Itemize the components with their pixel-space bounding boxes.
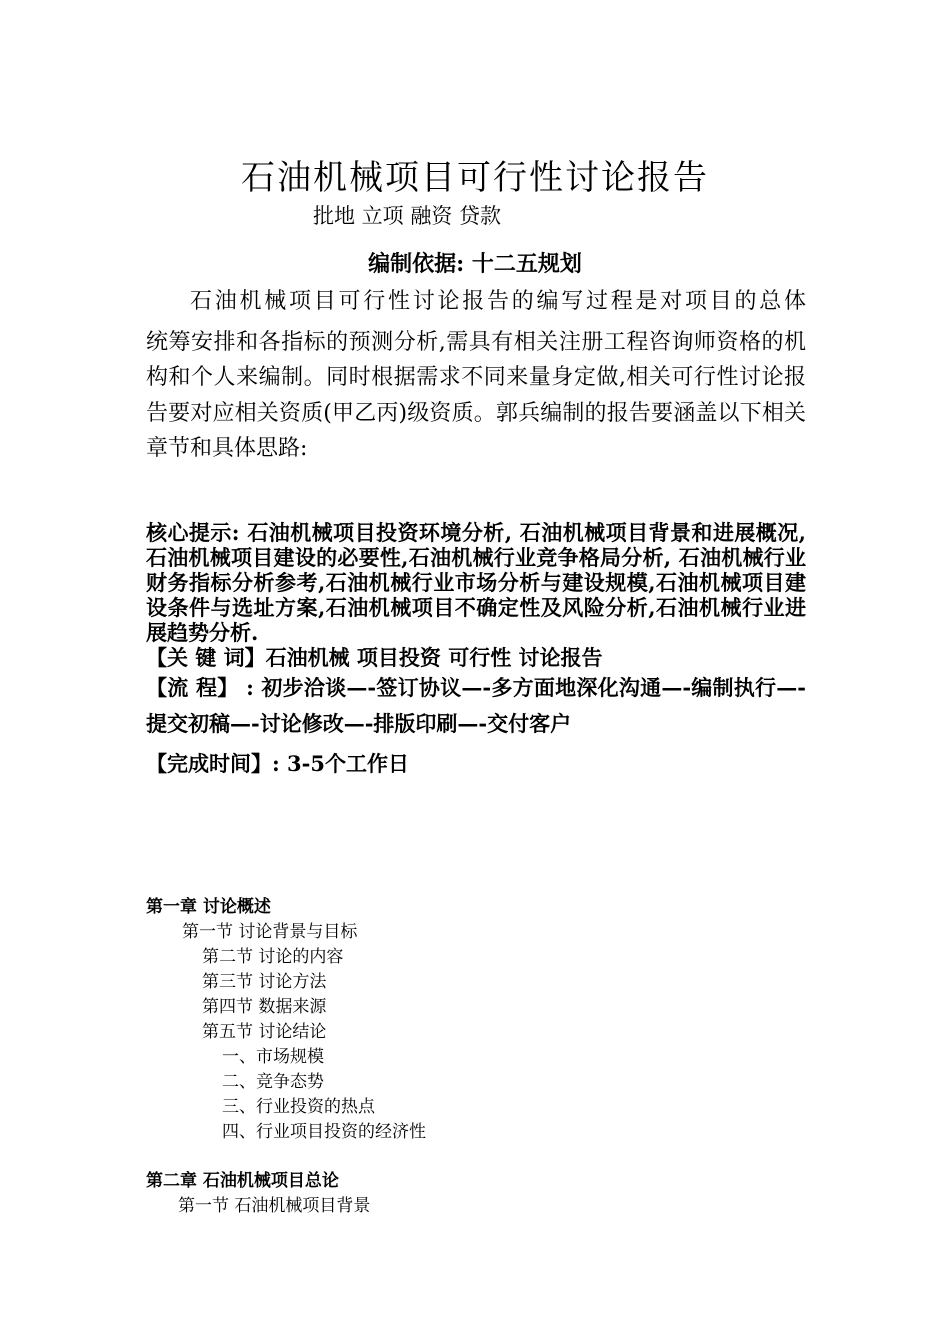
core-tips [146,520,806,670]
toc-ch1-section-2: 第二节 讨论的内容 [202,947,344,967]
process-block [146,670,806,782]
keywords: 【关 键 词】石油机械 项目投资 可行性 讨论报告 [146,645,603,670]
intro-line-2: 统筹安排和各指标的预测分析,需具有相关注册工程咨询师资格的机构和个人来编制。同时根据需求不同来量身定做,相关可行性讨论报告要对应相关资质(甲乙丙)级资质。郭兵编制的报告要涵盖以下相关章节和具体思路: [146,330,806,461]
completion-time: 【完成时间】: 3-5个工作日 [146,751,410,776]
intro-paragraph [146,284,806,472]
toc-chapter-2: 第二章 石油机械项目总论 [146,1171,339,1191]
toc-ch2-section-1: 第一节 石油机械项目背景 [178,1196,371,1216]
toc-ch1-item-2: 二、竞争态势 [222,1072,324,1092]
intro-line-1: 石油机械项目可行性讨论报告的编写过程是对项目的总体 [190,289,806,314]
toc-ch1-section-3: 第三节 讨论方法 [202,972,327,992]
toc-ch1-section-1: 第一节 讨论背景与目标 [182,922,358,942]
process-text: 【流 程】 : 初步洽谈—-签订协议—-多方面地深化沟通—-编制执行—-提交初稿—-讨论修改—-排版印刷—-交付客户 [146,675,806,736]
toc-chapter-1: 第一章 讨论概述 [146,897,271,917]
toc-ch1-section-4: 第四节 数据来源 [202,997,327,1017]
document-subtitle: 批地 立项 融资 贷款 [313,204,502,228]
compilation-basis: 编制依据: 十二五规划 [368,251,582,277]
core-tip-text: 核心提示: 石油机械项目投资环境分析, 石油机械项目背景和进展概况,石油机械项目建设的必要性,石油机械行业竞争格局分析, 石油机械行业财务指标分析参考,石油机械行业市场分析与建设规模,石油机械项目建设条件与选址方案,石油机械项目不确定性及风险分析,石油机械行业进展趋势分析. [146,520,806,645]
toc-ch1-section-5: 第五节 讨论结论 [202,1022,327,1042]
toc-ch1-item-4: 四、行业项目投资的经济性 [222,1122,426,1142]
document-title: 石油机械项目可行性讨论报告 [241,158,709,198]
toc-ch1-item-1: 一、市场规模 [222,1047,324,1067]
toc-ch1-item-3: 三、行业投资的热点 [222,1097,375,1117]
